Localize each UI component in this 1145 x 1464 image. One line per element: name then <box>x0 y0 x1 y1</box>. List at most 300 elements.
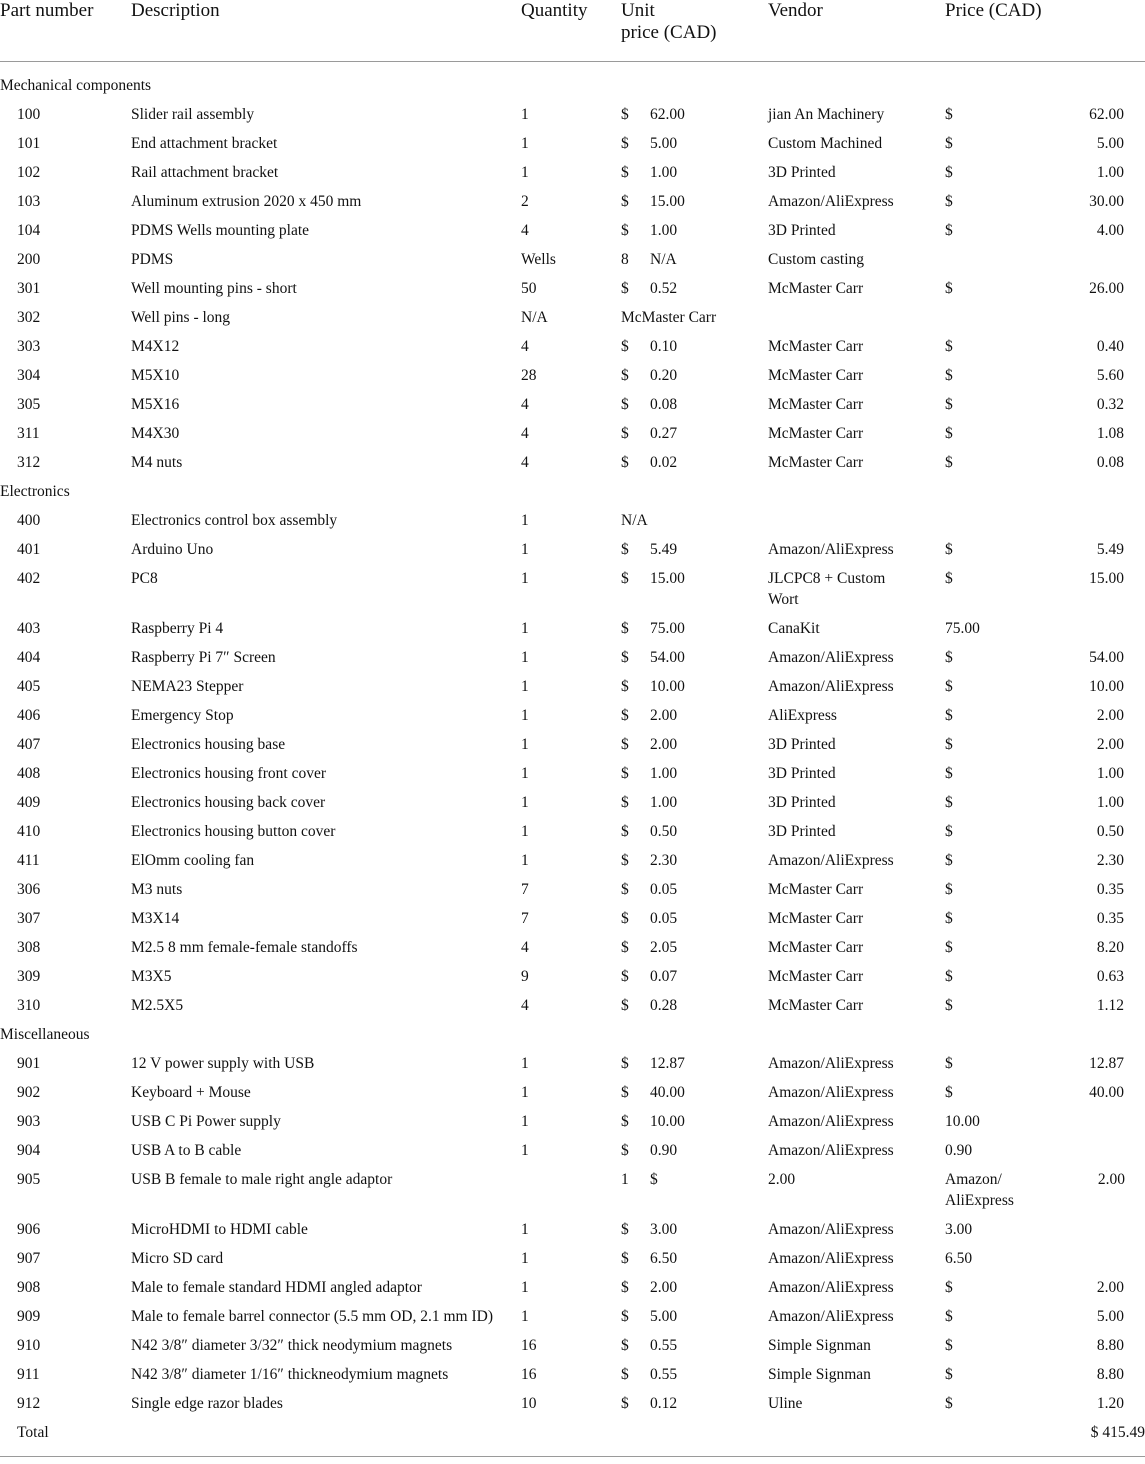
cell-description: NEMA23 Stepper <box>131 678 244 695</box>
cell-part-number: 302 <box>17 309 41 326</box>
cell-price-currency: $ <box>945 794 953 811</box>
cell-unit-price: 0.55 <box>650 1337 678 1354</box>
cell-description: Arduino Uno <box>131 541 214 558</box>
cell-unit-currency: $ <box>621 765 629 782</box>
cell-vendor: Amazon/AliExpress <box>768 541 894 558</box>
cell-price: 5.00 <box>1096 1308 1124 1325</box>
cell-unit-currency: $ <box>621 1337 629 1354</box>
cell-quantity: N/A <box>521 309 548 326</box>
cell-vendor: McMaster Carr <box>768 910 864 927</box>
cell-unit-price: 0.02 <box>650 454 678 471</box>
cell-unit-currency: $ <box>621 396 629 413</box>
cell-unit-currency: $ <box>621 881 629 898</box>
cell-part-number: 904 <box>17 1142 41 1159</box>
cell-quantity: 1 <box>521 736 529 753</box>
cell-unit-currency: $ <box>621 1308 629 1325</box>
cell-part-number: 402 <box>17 570 41 587</box>
cell-quantity: 16 <box>521 1337 537 1354</box>
cell-price: 62.00 <box>1089 106 1124 123</box>
cell-description: M3 nuts <box>131 881 183 898</box>
cell-price: 0.08 <box>1096 454 1124 471</box>
cell-quantity: 28 <box>521 367 537 384</box>
cell-unit-price: 5.00 <box>650 135 678 152</box>
cell-vendor: jian An Machinery <box>768 106 885 123</box>
cell-price: 10.00 <box>1089 678 1124 695</box>
cell-vendor: Uline <box>768 1395 803 1412</box>
table-row <box>0 1136 1145 1165</box>
cell-unit-price: 0.55 <box>650 1366 678 1383</box>
cell-unit-price: 15.00 <box>650 193 685 210</box>
cell-unit-currency: 8 <box>621 251 629 268</box>
cell-quantity: 1 <box>521 135 529 152</box>
cell-price: 1.20 <box>1096 1395 1124 1412</box>
cell-unit-currency: $ <box>621 736 629 753</box>
cell-part-number: 309 <box>17 968 41 985</box>
cell-price-currency: 0.90 <box>945 1142 973 1159</box>
table-row <box>0 332 1145 361</box>
header-part-number: Part number <box>0 0 94 21</box>
cell-quantity: 1 <box>521 620 529 637</box>
cell-unit-price: 1.00 <box>650 164 678 181</box>
cell-description: Raspberry Pi 7″ Screen <box>131 649 276 666</box>
cell-part-number: 907 <box>17 1250 41 1267</box>
table-row <box>0 1107 1145 1136</box>
cell-price: 26.00 <box>1089 280 1124 297</box>
table-row <box>0 904 1145 933</box>
cell-unit-currency: $ <box>650 1171 658 1188</box>
table-row <box>0 1215 1145 1244</box>
cell-part-number: 312 <box>17 454 41 471</box>
cell-price: 5.00 <box>1096 135 1124 152</box>
cell-vendor: McMaster Carr <box>768 425 864 442</box>
cell-description: Electronics housing back cover <box>131 794 326 811</box>
cell-description: N42 3/8″ diameter 3/32″ thick neodymium magnets <box>131 1337 453 1354</box>
header-unit-price <box>621 0 717 44</box>
cell-unit-price: 0.08 <box>650 396 678 413</box>
cell-vendor: Amazon/AliExpress <box>768 649 894 666</box>
cell-part-number: 304 <box>17 367 41 384</box>
cell-description: Micro SD card <box>131 1250 224 1267</box>
cell-description: USB B female to male right angle adaptor <box>131 1171 393 1188</box>
table-row <box>0 1302 1145 1331</box>
cell-price-currency: $ <box>945 939 953 956</box>
cell-price: 5.60 <box>1096 367 1124 384</box>
cell-description: M5X16 <box>131 396 180 413</box>
cell-price-currency: $ <box>945 570 953 587</box>
cell-vendor: Amazon/AliExpress <box>768 1250 894 1267</box>
table-row <box>0 1360 1145 1389</box>
cell-description: Single edge razor blades <box>131 1395 283 1412</box>
cell-quantity: 1 <box>521 106 529 123</box>
cell-description: USB C Pi Power supply <box>131 1113 281 1130</box>
table-row <box>0 1165 1145 1215</box>
cell-price-currency: $ <box>945 135 953 152</box>
cell-vendor: McMaster Carr <box>768 968 864 985</box>
cell-price-currency: $ <box>945 997 953 1014</box>
cell-description: Electronics housing base <box>131 736 286 753</box>
cell-description: 12 V power supply with USB <box>131 1055 315 1072</box>
cell-unit-currency: $ <box>621 280 629 297</box>
cell-description: Slider rail assembly <box>131 106 255 123</box>
cell-vendor: Amazon/AliExpress <box>768 1221 894 1238</box>
cell-quantity: 4 <box>521 425 529 442</box>
cell-vendor: 3D Printed <box>768 794 836 811</box>
table-row <box>0 129 1145 158</box>
cell-part-number: 909 <box>17 1308 41 1325</box>
cell-unit-price: 0.28 <box>650 997 678 1014</box>
cell-unit-price: 1.00 <box>650 222 678 239</box>
cell-vendor: Amazon/AliExpress <box>768 1055 894 1072</box>
table-row <box>0 701 1145 730</box>
cell-unit-price: 1.00 <box>650 794 678 811</box>
cell-quantity: 1 <box>521 164 529 181</box>
cell-quantity: 4 <box>521 222 529 239</box>
cell-unit-currency: $ <box>621 454 629 471</box>
cell-price-currency: $ <box>945 736 953 753</box>
cell-price: 15.00 <box>1089 570 1124 587</box>
cell-unit-currency: $ <box>621 649 629 666</box>
cell-part-number: 308 <box>17 939 41 956</box>
table-row <box>0 875 1145 904</box>
cell-price-currency: $ <box>945 1366 953 1383</box>
cell-price-currency: 6.50 <box>945 1250 973 1267</box>
cell-unit-currency: $ <box>621 1279 629 1296</box>
cell-description: Electronics housing front cover <box>131 765 326 782</box>
cell-unit-currency: $ <box>621 1055 629 1072</box>
cell-part-number: 912 <box>17 1395 41 1412</box>
cell-price-currency: $ <box>945 852 953 869</box>
cell-part-number: 303 <box>17 338 41 355</box>
cell-part-number: 301 <box>17 280 41 297</box>
cell-unit-price: 0.52 <box>650 280 678 297</box>
cell-unit-price: 75.00 <box>650 620 685 637</box>
cell-unit-currency: $ <box>621 541 629 558</box>
cell-unit-currency: $ <box>621 997 629 1014</box>
cell-price-currency: $ <box>945 164 953 181</box>
cell-price-currency: 3.00 <box>945 1221 973 1238</box>
cell-price: 2.00 <box>1096 707 1124 724</box>
cell-description: Male to female barrel connector (5.5 mm OD, 2.1 mm ID) <box>131 1308 493 1325</box>
cell-description: N42 3/8″ diameter 1/16″ thickneodymium magnets <box>131 1366 449 1383</box>
table-row <box>0 1389 1145 1418</box>
cell-vendor: AliExpress <box>768 707 837 724</box>
table-row <box>0 361 1145 390</box>
cell-unit-price: 0.27 <box>650 425 678 442</box>
cell-unit-currency: $ <box>621 135 629 152</box>
cell-price: 40.00 <box>1089 1084 1124 1101</box>
table-row <box>0 614 1145 643</box>
cell-part-number: 905 <box>17 1171 41 1188</box>
cell-part-number: 906 <box>17 1221 41 1238</box>
cell-price-currency: $ <box>945 1308 953 1325</box>
cell-unit-currency: $ <box>621 910 629 927</box>
table-row <box>0 846 1145 875</box>
cell-price-currency: $ <box>945 707 953 724</box>
table-row <box>0 245 1145 274</box>
cell-vendor: 3D Printed <box>768 164 836 181</box>
cell-description: Male to female standard HDMI angled adaptor <box>131 1279 422 1296</box>
table-row <box>0 672 1145 701</box>
cell-description: Electronics control box assembly <box>131 512 338 529</box>
cell-quantity: 1 <box>521 1221 529 1238</box>
section-label: Mechanical components <box>0 77 152 94</box>
cell-price: 1.00 <box>1096 164 1124 181</box>
cell-vendor: Amazon/AliExpress <box>768 1308 894 1325</box>
cell-part-number: 101 <box>17 135 41 152</box>
cell-unit-currency: $ <box>621 1250 629 1267</box>
cell-unit-price: N/A <box>650 251 677 268</box>
cell-vendor: McMaster Carr <box>768 881 864 898</box>
cell-part-number: 405 <box>17 678 41 695</box>
cell-price: 0.35 <box>1096 910 1124 927</box>
table-row <box>0 274 1145 303</box>
total-label: Total <box>17 1424 49 1441</box>
cell-vendor: Amazon/AliExpress <box>768 193 894 210</box>
cell-unit-price: 0.50 <box>650 823 678 840</box>
table-row <box>0 419 1145 448</box>
cell-unit-currency: $ <box>621 1113 629 1130</box>
cell-vendor: Amazon/AliExpress <box>768 1142 894 1159</box>
cell-part-number: 404 <box>17 649 41 666</box>
cell-quantity: 1 <box>621 1171 629 1188</box>
cell-description: M2.5X5 <box>131 997 184 1014</box>
cell-price-currency: $ <box>945 338 953 355</box>
cell-price: 2.00 <box>1097 1171 1125 1188</box>
cell-unit-price: 2.30 <box>650 852 678 869</box>
cell-quantity: Wells <box>521 251 556 268</box>
cell-price: 2.00 <box>1096 736 1124 753</box>
cell-quantity: 1 <box>521 541 529 558</box>
cell-unit-price: 5.00 <box>650 1308 678 1325</box>
cell-vendor: McMaster Carr <box>768 396 864 413</box>
cell-price-currency: $ <box>945 881 953 898</box>
cell-vendor: McMaster Carr <box>768 939 864 956</box>
cell-quantity: 1 <box>521 1142 529 1159</box>
cell-unit-currency: $ <box>621 164 629 181</box>
cell-unit-price: 54.00 <box>650 649 685 666</box>
table-row <box>0 1273 1145 1302</box>
cell-unit-currency: $ <box>621 1366 629 1383</box>
cell-unit-price: 0.05 <box>650 910 678 927</box>
cell-quantity: 1 <box>521 1055 529 1072</box>
cell-price: 8.80 <box>1096 1337 1124 1354</box>
cell-unit-currency: $ <box>621 106 629 123</box>
cell-description: M3X14 <box>131 910 180 927</box>
cell-price-currency: $ <box>945 106 953 123</box>
cell-price-currency: $ <box>945 280 953 297</box>
table-row <box>0 158 1145 187</box>
cell-part-number: 408 <box>17 765 41 782</box>
cell-unit-currency: $ <box>621 367 629 384</box>
cell-unit-price: 10.00 <box>650 678 685 695</box>
cell-unit-currency: $ <box>621 620 629 637</box>
cell-unit-currency: $ <box>621 794 629 811</box>
cell-unit-price: 2.00 <box>650 1279 678 1296</box>
header-quantity: Quantity <box>521 0 588 21</box>
cell-part-number: 911 <box>17 1366 40 1383</box>
table-row <box>0 643 1145 672</box>
header-unit-price-line1: Unit <box>621 0 655 21</box>
cell-vendor: Amazon/AliExpress <box>768 852 894 869</box>
cell-price-currency: $ <box>945 765 953 782</box>
table-header <box>0 0 1145 62</box>
cell-vendor: Simple Signman <box>768 1337 871 1354</box>
cell-price-currency: $ <box>945 396 953 413</box>
cell-description: M4 nuts <box>131 454 183 471</box>
cell-part-number: 103 <box>17 193 41 210</box>
cell-unit-currency: $ <box>621 1142 629 1159</box>
header-unit-price-line2: price (CAD) <box>621 22 717 43</box>
cell-vendor: Amazon/ AliExpress <box>945 1171 1014 1209</box>
cell-vendor: 3D Printed <box>768 736 836 753</box>
cell-price: 30.00 <box>1089 193 1124 210</box>
cell-description: Well pins - long <box>131 309 231 326</box>
cell-description: PC8 <box>131 570 158 587</box>
cell-vendor: Amazon/AliExpress <box>768 1113 894 1130</box>
cell-unit-price: 0.12 <box>650 1395 678 1412</box>
cell-unit-currency: $ <box>621 1395 629 1412</box>
cell-unit-currency: $ <box>621 1084 629 1101</box>
table-row <box>0 100 1145 129</box>
cell-vendor: McMaster Carr <box>768 367 864 384</box>
cell-description: M4X12 <box>131 338 180 355</box>
cell-part-number: 908 <box>17 1279 41 1296</box>
cell-unit-price: 5.49 <box>650 541 678 558</box>
header-vendor: Vendor <box>768 0 823 21</box>
table-row <box>0 1078 1145 1107</box>
cell-quantity: 1 <box>521 1084 529 1101</box>
table-row <box>0 535 1145 564</box>
cell-unit-price: 6.50 <box>650 1250 678 1267</box>
cell-description: Raspberry Pi 4 <box>131 620 224 637</box>
cell-quantity: 1 <box>521 765 529 782</box>
total-value: $ 415.49 <box>1090 1424 1145 1441</box>
table-row <box>0 817 1145 846</box>
total-row <box>0 1418 1145 1447</box>
cell-price: 2.30 <box>1096 852 1124 869</box>
cell-description: PDMS Wells mounting plate <box>131 222 310 239</box>
table-row <box>0 962 1145 991</box>
table-row <box>0 730 1145 759</box>
cell-price: 0.35 <box>1096 881 1124 898</box>
cell-part-number: 407 <box>17 736 41 753</box>
cell-vendor: 3D Printed <box>768 765 836 782</box>
cell-description: Emergency Stop <box>131 707 234 724</box>
cell-quantity: 4 <box>521 454 529 471</box>
cell-price: 8.80 <box>1096 1366 1124 1383</box>
cell-vendor: JLCPC8 + Custom Wort <box>768 570 886 608</box>
cell-unit-currency: $ <box>621 968 629 985</box>
table-row <box>0 390 1145 419</box>
cell-description: Electronics housing button cover <box>131 823 336 840</box>
cell-description: M2.5 8 mm female-female standoffs <box>131 939 358 956</box>
cell-part-number: 411 <box>17 852 40 869</box>
cell-price-currency: $ <box>945 541 953 558</box>
cell-quantity: 2 <box>521 193 529 210</box>
cell-unit-currency: $ <box>621 570 629 587</box>
cell-vendor: Amazon/AliExpress <box>768 1279 894 1296</box>
cell-quantity: 1 <box>521 649 529 666</box>
table-row <box>0 1331 1145 1360</box>
cell-unit-price: 2.00 <box>768 1171 796 1188</box>
cell-unit-currency: $ <box>621 193 629 210</box>
table-row <box>0 303 1145 332</box>
cell-unit-price: 1.00 <box>650 765 678 782</box>
header-description: Description <box>131 0 220 21</box>
cell-part-number: 306 <box>17 881 41 898</box>
table-row <box>0 788 1145 817</box>
cell-unit-price: 62.00 <box>650 106 685 123</box>
cell-price-currency: $ <box>945 1084 953 1101</box>
cell-unit-currency: $ <box>621 707 629 724</box>
cell-price: 54.00 <box>1089 649 1124 666</box>
cell-price: 0.40 <box>1096 338 1124 355</box>
cell-quantity: 50 <box>521 280 537 297</box>
cell-unit-price: 10.00 <box>650 1113 685 1130</box>
cell-quantity: 1 <box>521 1308 529 1325</box>
cell-description: M3X5 <box>131 968 172 985</box>
cell-part-number: 410 <box>17 823 41 840</box>
cell-unit-currency: McMaster Carr <box>621 309 717 326</box>
cell-quantity: 1 <box>521 823 529 840</box>
cell-description: PDMS <box>131 251 174 268</box>
cell-quantity: 4 <box>521 997 529 1014</box>
cell-price-currency: $ <box>945 193 953 210</box>
cell-quantity: 4 <box>521 939 529 956</box>
cell-unit-currency: $ <box>621 852 629 869</box>
cell-part-number: 311 <box>17 425 40 442</box>
cell-unit-price: 40.00 <box>650 1084 685 1101</box>
cell-price: 2.00 <box>1096 1279 1124 1296</box>
cell-unit-price: 3.00 <box>650 1221 678 1238</box>
table-row <box>0 448 1145 477</box>
table-row <box>0 1049 1145 1078</box>
cell-part-number: 400 <box>17 512 41 529</box>
cell-part-number: 200 <box>17 251 41 268</box>
cell-quantity: 4 <box>521 338 529 355</box>
cell-quantity: 7 <box>521 910 529 927</box>
cell-part-number: 100 <box>17 106 41 123</box>
cell-quantity: 1 <box>521 852 529 869</box>
cell-unit-currency: $ <box>621 338 629 355</box>
cell-description: USB A to B cable <box>131 1142 242 1159</box>
cell-price: 4.00 <box>1096 222 1124 239</box>
cell-description: MicroHDMI to HDMI cable <box>131 1221 308 1238</box>
cell-unit-price: 2.00 <box>650 736 678 753</box>
cell-part-number: 902 <box>17 1084 41 1101</box>
cell-description: ElOmm cooling fan <box>131 852 255 869</box>
cell-vendor: Custom casting <box>768 251 865 268</box>
cell-quantity: 16 <box>521 1366 537 1383</box>
cell-vendor: 3D Printed <box>768 222 836 239</box>
cell-quantity: 1 <box>521 794 529 811</box>
cell-part-number: 310 <box>17 997 41 1014</box>
cell-price-currency: $ <box>945 649 953 666</box>
cell-price-currency: $ <box>945 425 953 442</box>
cell-part-number: 305 <box>17 396 41 413</box>
cell-part-number: 403 <box>17 620 41 637</box>
table-row <box>0 564 1145 614</box>
cell-vendor: McMaster Carr <box>768 338 864 355</box>
cell-vendor: Simple Signman <box>768 1366 871 1383</box>
cell-price: 1.00 <box>1096 794 1124 811</box>
table-row <box>0 933 1145 962</box>
cell-vendor: Amazon/AliExpress <box>768 678 894 695</box>
cell-quantity: 7 <box>521 881 529 898</box>
cell-part-number: 901 <box>17 1055 41 1072</box>
cell-part-number: 104 <box>17 222 41 239</box>
cell-price-currency: $ <box>945 1279 953 1296</box>
